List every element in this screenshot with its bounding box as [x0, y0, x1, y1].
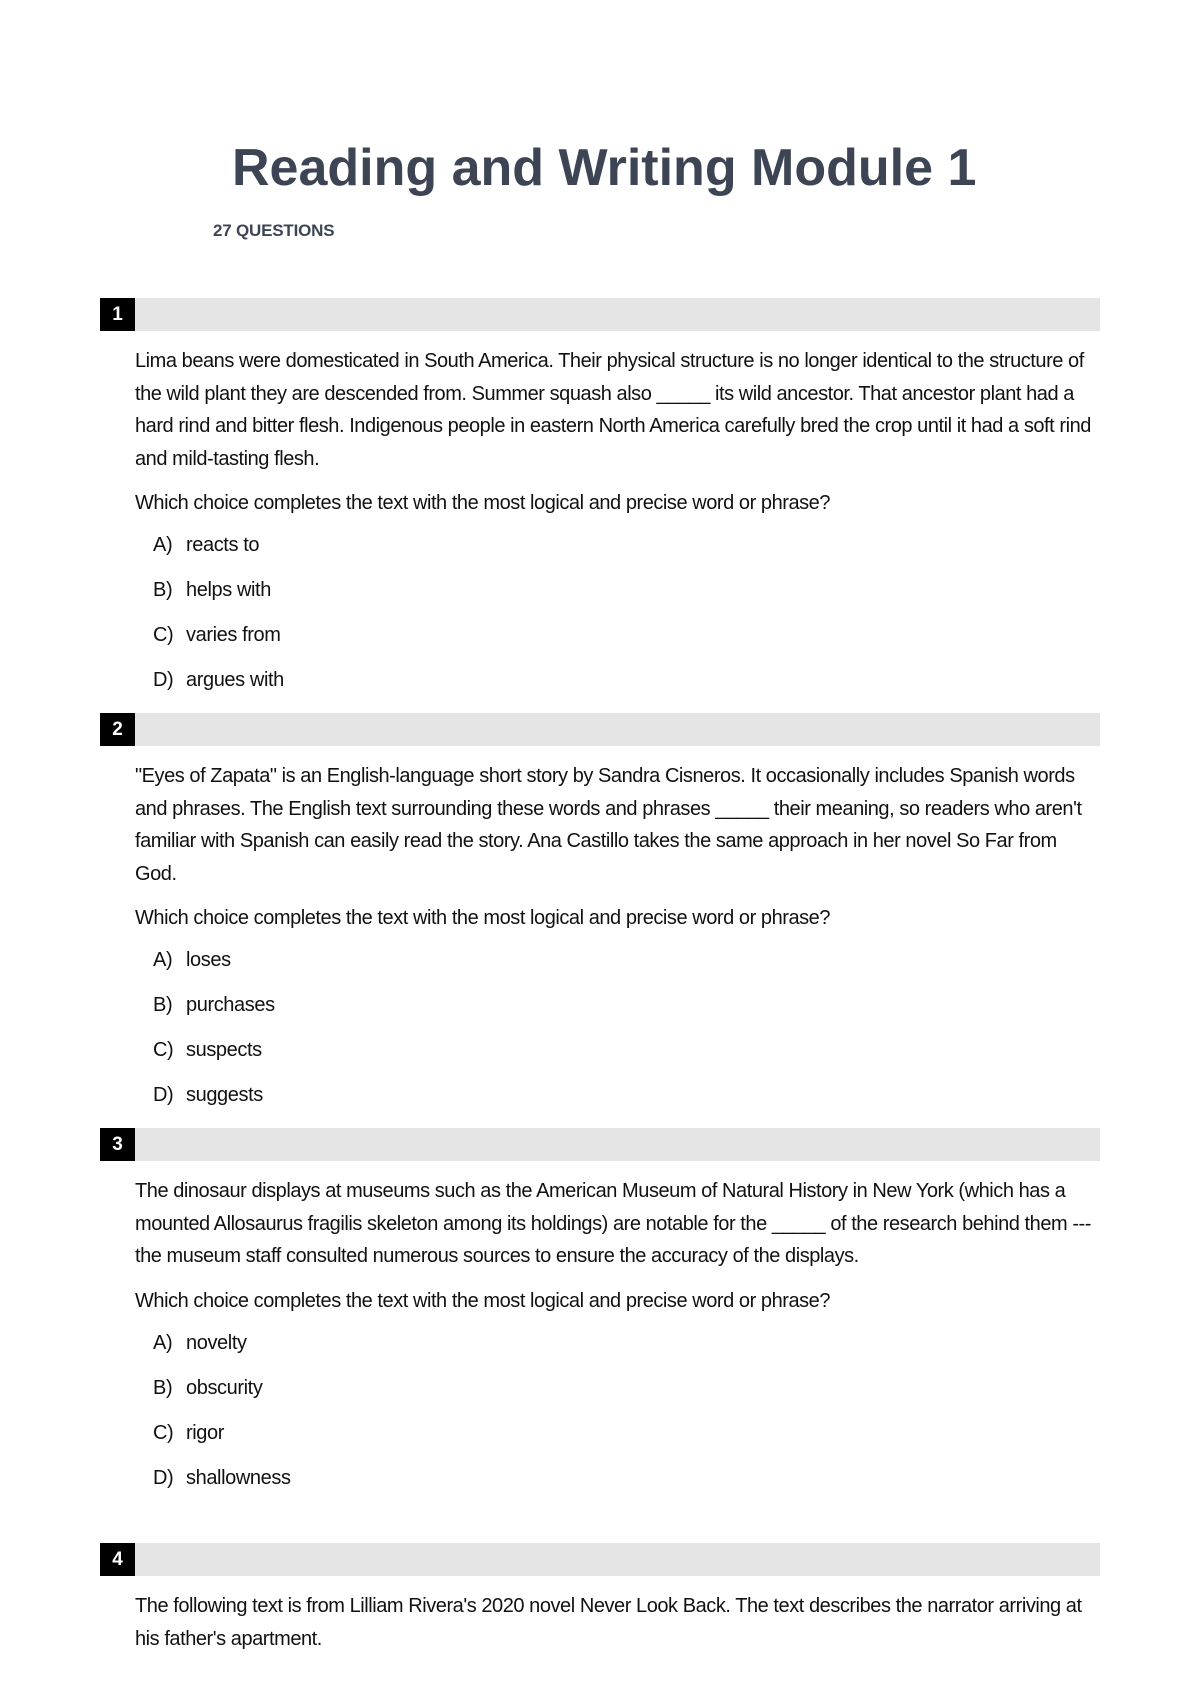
choice-letter: C)	[153, 624, 174, 646]
choice-text: loses	[186, 949, 231, 971]
question-header-bar	[100, 713, 1100, 746]
question-number: 1	[100, 298, 135, 331]
choice-b[interactable]	[153, 1372, 1095, 1417]
question-prompt: Which choice completes the text with the most logical and precise word or phrase?	[135, 907, 831, 929]
choice-letter: A)	[153, 949, 173, 971]
choice-a[interactable]	[153, 1327, 1095, 1372]
choice-d[interactable]	[153, 664, 1095, 709]
answer-choices	[135, 944, 1095, 1124]
question-passage: "Eyes of Zapata" is an English-language short story by Sandra Cisneros. It occasionally includes Spanish words and phrases. The English text surrounding these words and phrases _____ their meaning, so readers who aren't familiar with Spanish can easily read the story. Ana Castillo takes the same approach in her novel So Far from God.	[135, 765, 1082, 885]
choice-d[interactable]	[153, 1079, 1095, 1124]
question-passage: Lima beans were domesticated in South America. Their physical structure is no longer identical to the structure of the wild plant they are descended from. Summer squash also _____ its wild ancestor. That ancestor plant had a hard rind and bitter flesh. Indigenous people in eastern North America carefully bred the crop until it had a soft rind and mild-tasting flesh.	[135, 350, 1091, 470]
choice-text: novelty	[186, 1331, 247, 1354]
choice-b[interactable]	[153, 574, 1095, 619]
choice-text: shallowness	[186, 1466, 291, 1489]
choice-letter: D)	[153, 1466, 174, 1489]
question-number: 2	[100, 713, 135, 746]
choice-text: varies from	[186, 624, 281, 646]
page-title: Reading and Writing Module 1	[232, 139, 977, 197]
choice-d[interactable]	[153, 1462, 1095, 1507]
answer-choices	[135, 1327, 1095, 1507]
choice-letter: A)	[153, 1331, 173, 1354]
question-prompt: Which choice completes the text with the most logical and precise word or phrase?	[135, 1289, 831, 1312]
choice-text: purchases	[186, 994, 275, 1016]
choice-letter: B)	[153, 579, 173, 601]
choice-letter: A)	[153, 534, 173, 556]
choice-text: rigor	[186, 1421, 225, 1444]
choice-letter: D)	[153, 669, 174, 691]
question-header-bar	[100, 1128, 1100, 1161]
choice-letter: B)	[153, 994, 173, 1016]
choice-text: reacts to	[186, 534, 260, 556]
choice-a[interactable]	[153, 944, 1095, 989]
choice-b[interactable]	[153, 989, 1095, 1034]
question-prompt: Which choice completes the text with the most logical and precise word or phrase?	[135, 492, 831, 514]
question-number: 3	[100, 1128, 135, 1161]
question-header-bar	[100, 298, 1100, 331]
choice-text: argues with	[186, 669, 284, 691]
choice-c[interactable]	[153, 619, 1095, 664]
question-number: 4	[100, 1543, 135, 1576]
answer-choices	[135, 529, 1095, 709]
choice-letter: D)	[153, 1084, 174, 1106]
question-3	[100, 1128, 1100, 1507]
choice-c[interactable]	[153, 1034, 1095, 1079]
choice-letter: B)	[153, 1376, 173, 1399]
question-4	[100, 1543, 1100, 1655]
question-2	[100, 713, 1100, 1124]
choice-letter: C)	[153, 1039, 174, 1061]
choice-a[interactable]	[153, 529, 1095, 574]
choice-text: suggests	[186, 1084, 263, 1106]
question-header-bar	[100, 1543, 1100, 1576]
choice-c[interactable]	[153, 1417, 1095, 1462]
choice-letter: C)	[153, 1421, 174, 1444]
question-passage: The following text is from Lilliam Rivera's 2020 novel Never Look Back. The text describes the narrator arriving at his father's apartment.	[135, 1595, 1082, 1650]
choice-text: helps with	[186, 579, 271, 601]
question-count: 27 QUESTIONS	[213, 221, 335, 240]
question-1	[100, 298, 1100, 709]
choice-text: obscurity	[186, 1376, 263, 1399]
question-passage: The dinosaur displays at museums such as the American Museum of Natural History in New York (which has a mounted Allosaurus fragilis skeleton among its holdings) are notable for the _____ of the research behind them --- the museum staff consulted numerous sources to ensure the accuracy of the displays.	[135, 1180, 1091, 1267]
choice-text: suspects	[186, 1039, 262, 1061]
